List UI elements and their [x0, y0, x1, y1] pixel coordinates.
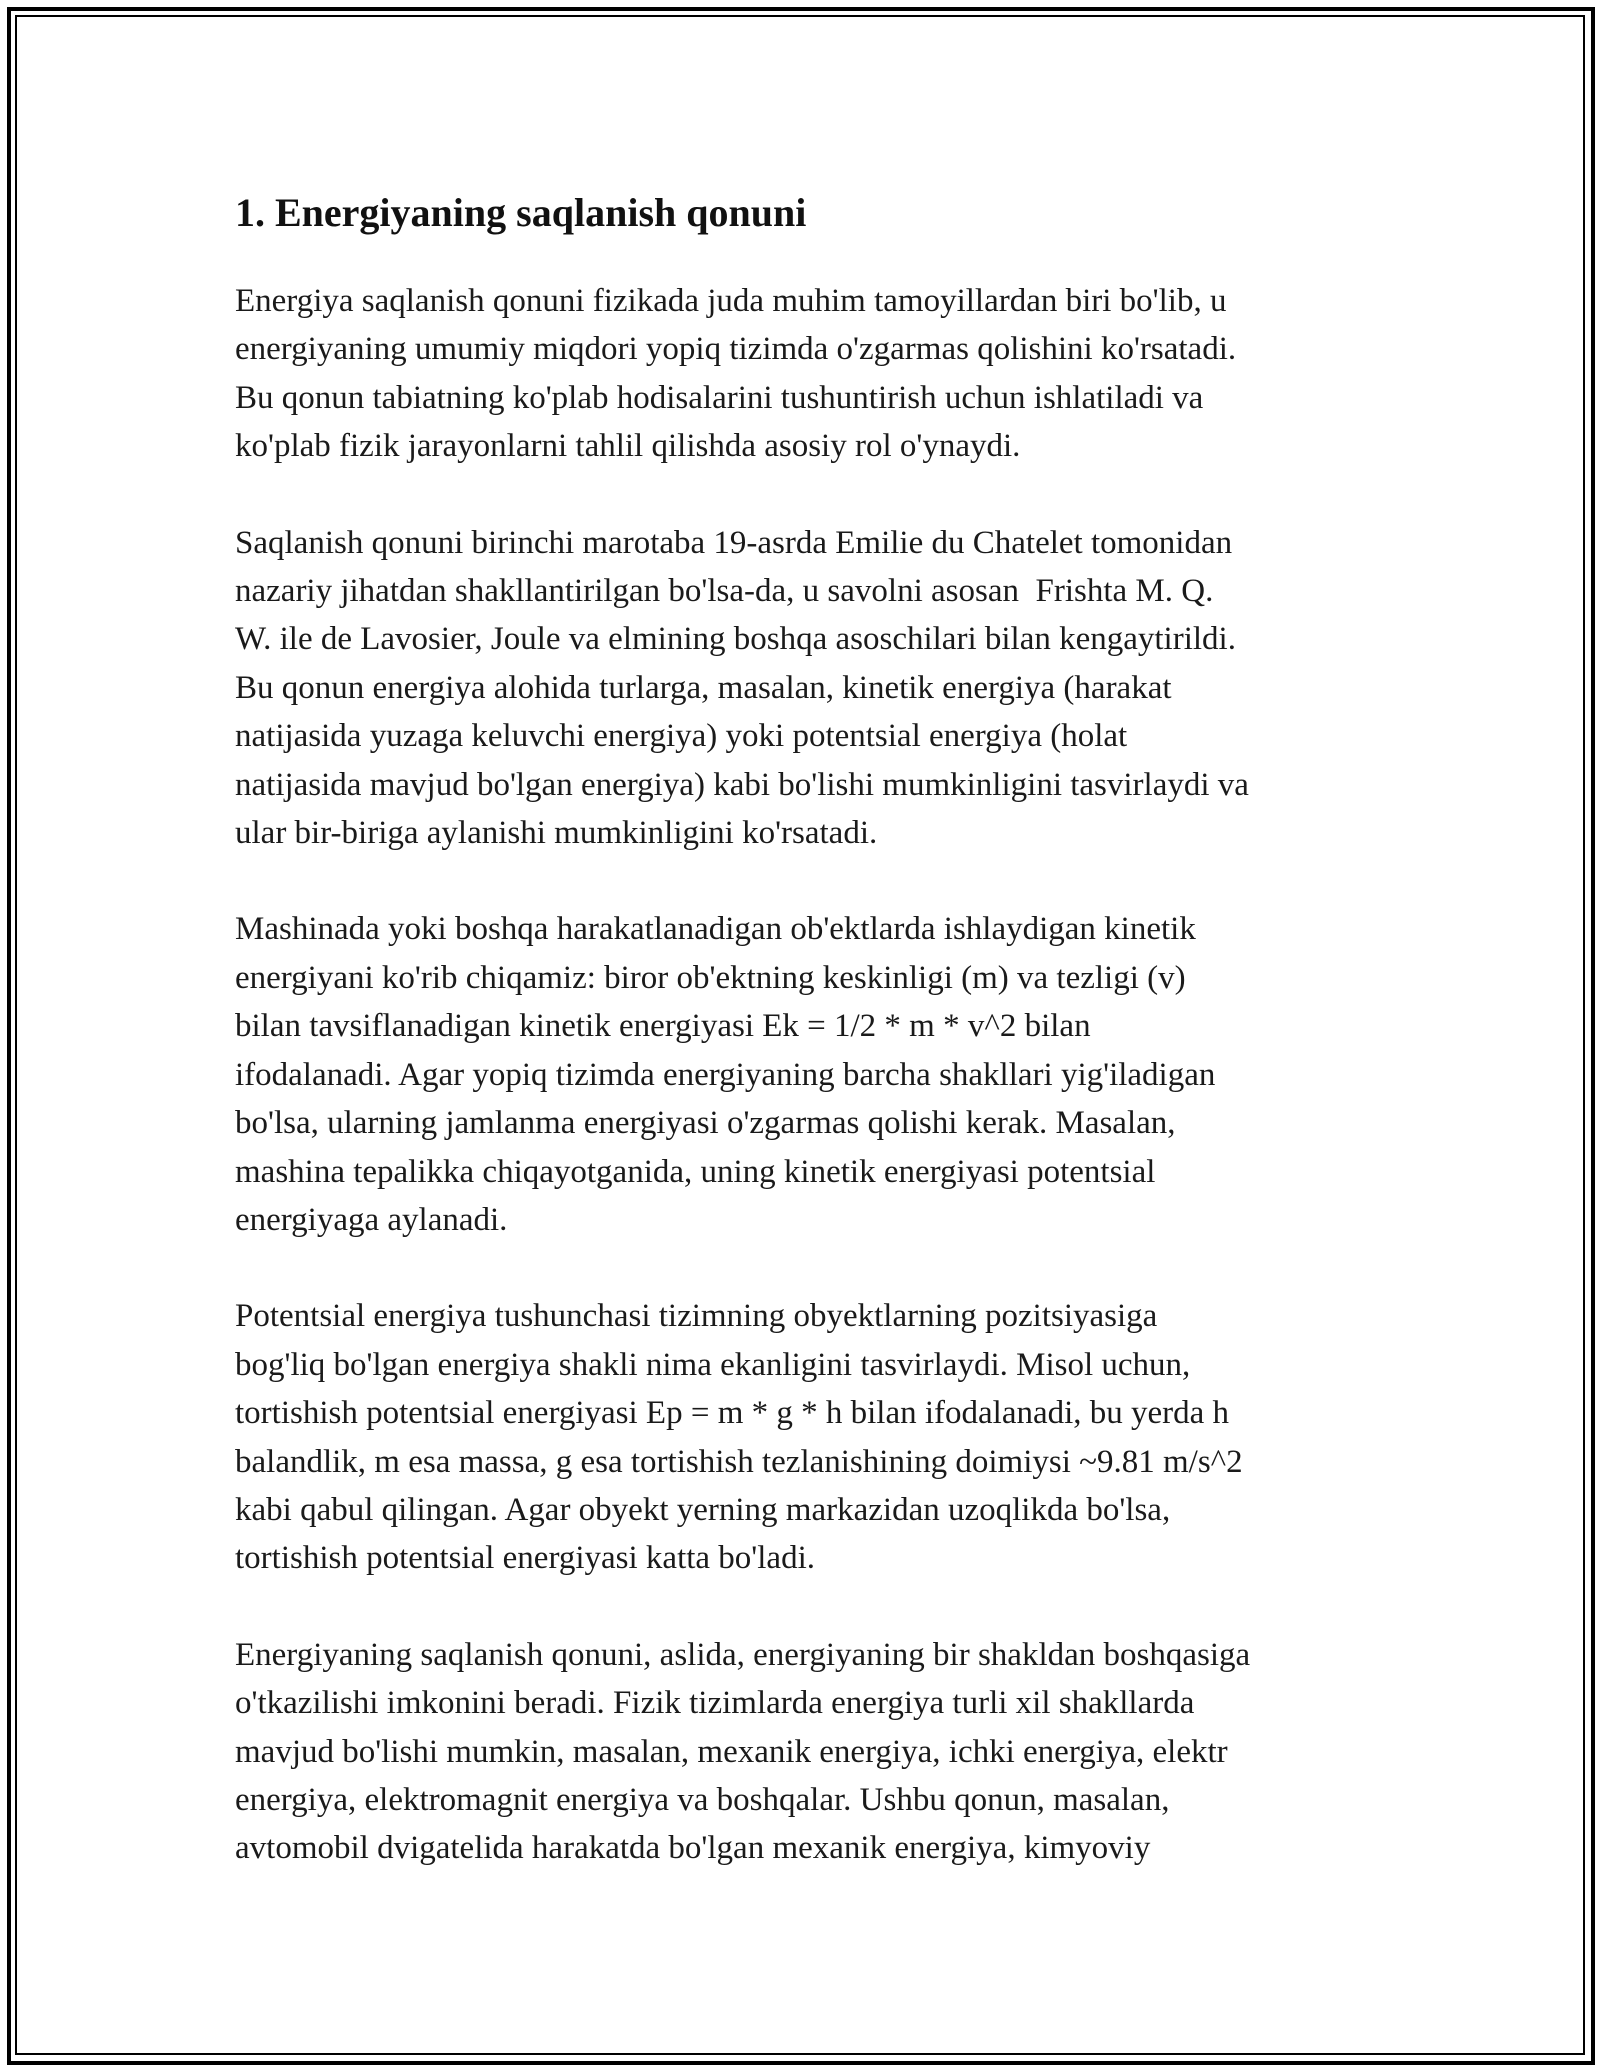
text-line: energiya, elektromagnit energiya va boshqalar. Ushbu qonun, masalan, — [235, 1781, 1170, 1818]
text-line: mavjud bo'lishi mumkin, masalan, mexanik energiya, ichki energiya, elektr — [235, 1733, 1228, 1770]
text-line: Bu qonun tabiatning ko'plab hodisalarini tushuntirish uchun ishlatiladi va — [235, 379, 1204, 416]
text-line: o'tkazilishi imkonini beradi. Fizik tizimlarda energiya turli xil shakllarda — [235, 1685, 1195, 1722]
text-line: avtomobil dvigatelida harakatda bo'lgan mexanik energiya, kimyoviy — [235, 1830, 1151, 1867]
text-line: Energiyaning saqlanish qonuni, aslida, energiyaning bir shakldan boshqasiga — [235, 1636, 1251, 1673]
text-line: Mashinada yoki boshqa harakatlanadigan ob'ektlarda ishlaydigan kinetik — [235, 911, 1196, 948]
text-line: natijasida mavjud bo'lgan energiya) kabi bo'lishi mumkinligini tasvirlaydi va — [235, 766, 1249, 803]
text-line: bog'liq bo'lgan energiya shakli nima ekanligini tasvirlaydi. Misol uchun, — [235, 1346, 1191, 1383]
text-line: bo'lsa, ularning jamlanma energiyasi o'zgarmas qolishi kerak. Masalan, — [235, 1105, 1176, 1142]
paragraph-1 — [235, 277, 1375, 471]
text-line: bilan tavsiflanadigan kinetik energiyasi Ek = 1/2 * m * v^2 bilan — [235, 1008, 1091, 1045]
text-line: Potentsial energiya tushunchasi tizimning obyektlarning pozitsiyasiga — [235, 1298, 1158, 1335]
paragraph-4 — [235, 1292, 1375, 1582]
text-line: nazariy jihatdan shakllantirilgan bo'lsa-da, u savolni asosan Frishta M. Q. — [235, 573, 1214, 610]
paragraph-2 — [235, 519, 1375, 858]
section-heading: 1. Energiyaning saqlanish qonuni — [235, 190, 807, 235]
text-line: ular bir-biriga aylanishi mumkinligini ko'rsatadi. — [235, 815, 878, 852]
text-line: kabi qabul qilingan. Agar obyekt yerning markazidan uzoqlikda bo'lsa, — [235, 1491, 1171, 1528]
document-page — [235, 185, 1375, 1921]
text-line: tortishish potentsial energiyasi Ep = m * g * h bilan ifodalanadi, bu yerda h — [235, 1395, 1230, 1432]
text-line: energiyaning umumiy miqdori yopiq tizimda o'zgarmas qolishini ko'rsatadi. — [235, 331, 1237, 368]
text-line: mashina tepalikka chiqayotganida, uning kinetik energiyasi potentsial — [235, 1153, 1156, 1190]
text-line: tortishish potentsial energiyasi katta bo'ladi. — [235, 1540, 815, 1577]
text-line: Energiya saqlanish qonuni fizikada juda muhim tamoyillardan biri bo'lib, u — [235, 283, 1227, 319]
text-line: ifodalanadi. Agar yopiq tizimda energiyaning barcha shakllari yig'iladigan — [235, 1056, 1216, 1093]
text-line: W. ile de Lavosier, Joule va elmining boshqa asoschilari bilan kengaytirildi. — [235, 621, 1236, 658]
text-line: energiyani ko'rib chiqamiz: biror ob'ektning keskinligi (m) va tezligi (v) — [235, 959, 1186, 996]
paragraph-5 — [235, 1631, 1375, 1873]
text-line: Saqlanish qonuni birinchi marotaba 19-asrda Emilie du Chatelet tomonidan — [235, 524, 1233, 561]
text-line: natijasida yuzaga keluvchi energiya) yoki potentsial energiya (holat — [235, 718, 1128, 755]
text-line: Bu qonun energiya alohida turlarga, masalan, kinetik energiya (harakat — [235, 669, 1172, 706]
text-line: energiyaga aylanadi. — [235, 1201, 508, 1238]
text-line: ko'plab fizik jarayonlarni tahlil qilishda asosiy rol o'ynaydi. — [235, 428, 1021, 465]
paragraph-3 — [235, 905, 1375, 1244]
text-line: balandlik, m esa massa, g esa tortishish tezlanishining doimiysi ~9.81 m/s^2 — [235, 1443, 1243, 1480]
